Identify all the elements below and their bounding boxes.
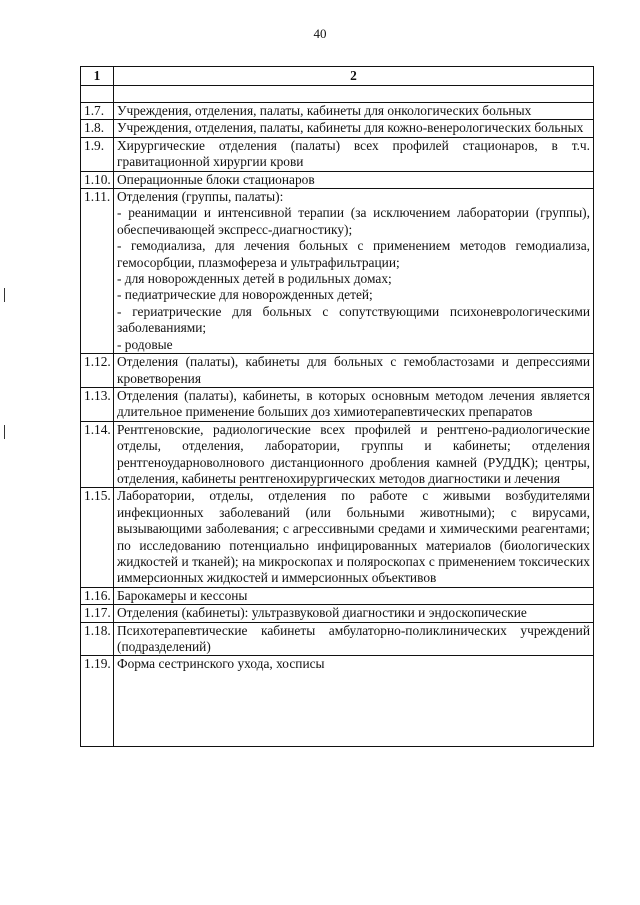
table-row xyxy=(81,656,594,747)
row-description xyxy=(114,387,594,421)
row-number: 1.15. xyxy=(81,488,114,587)
row-description xyxy=(114,605,594,622)
table-row xyxy=(81,137,594,171)
description-line: Отделения (кабинеты): ультразвуковой диагностики и эндоскопические xyxy=(117,605,527,621)
description-line: - родовые xyxy=(117,336,173,352)
row-number: 1.10. xyxy=(81,171,114,188)
description-line: Хирургические отделения (палаты) всех профилей стационаров, в т.ч. гравитационной хирургии крови xyxy=(117,137,590,170)
table-row xyxy=(81,587,594,604)
row-description xyxy=(114,120,594,137)
description-line: Рентгеновские, радиологические всех профилей и рентгено-радиологические отделы, отделения, лаборатории, группы и кабинеты; отделения рентгеноударноволнового дистанционного дробления камней (РУДДК); центры, отделения, кабинеты рентгенохирургических методов диагностики и лечения xyxy=(117,421,590,486)
row-number: 1.16. xyxy=(81,587,114,604)
row-description xyxy=(114,137,594,171)
row-description xyxy=(114,622,594,656)
table-row xyxy=(81,488,594,587)
description-line: Барокамеры и кессоны xyxy=(117,587,248,603)
table-row xyxy=(81,605,594,622)
table-row xyxy=(81,387,594,421)
row-description xyxy=(114,656,594,747)
description-line: Операционные блоки стационаров xyxy=(117,171,315,187)
row-number: 1.8. xyxy=(81,120,114,137)
row-number: 1.11. xyxy=(81,189,114,354)
row-number: 1.17. xyxy=(81,605,114,622)
row-description xyxy=(114,103,594,120)
description-line: - гериатрические для больных с сопутствующими психоневрологическими заболеваниями; xyxy=(117,303,590,336)
row-number: 1.7. xyxy=(81,103,114,120)
description-line: Отделения (палаты), кабинеты для больных с гемобластозами и депрессиями кроветворения xyxy=(117,354,590,386)
row-number: 1.12. xyxy=(81,354,114,388)
header-row xyxy=(81,67,594,86)
row-number: 1.13. xyxy=(81,387,114,421)
row-number: 1.9. xyxy=(81,137,114,171)
page-number: 40 xyxy=(313,26,327,41)
table-row xyxy=(81,189,594,354)
table-row xyxy=(81,622,594,656)
table-row xyxy=(81,120,594,137)
table-row xyxy=(81,103,594,120)
description-line: Учреждения, отделения, палаты, кабинеты для кожно-венерологических больных xyxy=(117,120,584,136)
description-line: Лаборатории, отделы, отделения по работе с живыми возбудителями инфекционных заболеваний (или больными животными); с вирусами, вызывающими заболевания; с агрессивными средами и химическими реагентами; по исследованию потенциально инфицированных материалов (биологических жидкостей и тканей); на микроскопах и поляроскопах с применением токсических иммерсионных жидкостей и иммерсионных объективов xyxy=(117,488,590,586)
document-table xyxy=(80,66,594,747)
row-description xyxy=(114,587,594,604)
row-description xyxy=(114,488,594,587)
description-line: Форма сестринского ухода, хосписы xyxy=(117,656,325,672)
description-line: Отделения (палаты), кабинеты, в которых основным методом лечения является длительное применение больших доз химиотерапевтических препаратов xyxy=(117,387,590,420)
scan-margin-mark-bottom xyxy=(4,425,5,439)
description-line: Психотерапевтические кабинеты амбулаторно-поликлинических учреждений (подразделений) xyxy=(117,622,590,654)
table-row xyxy=(81,421,594,488)
description-line: - реанимации и интенсивной терапии (за исключением лаборатории (группы), обеспечивающей экспресс-диагностику); xyxy=(117,205,590,237)
row-description xyxy=(114,354,594,388)
description-line: - для новорожденных детей в родильных домах; xyxy=(117,271,392,287)
row-number: 1.14. xyxy=(81,421,114,488)
empty-row xyxy=(81,86,594,103)
table-row xyxy=(81,354,594,388)
row-description xyxy=(114,171,594,188)
scan-margin-mark-top xyxy=(4,288,5,302)
table-row xyxy=(81,171,594,188)
row-description xyxy=(114,189,594,354)
description-line: - педиатрические для новорожденных детей; xyxy=(117,287,373,303)
column-description-header: 2 xyxy=(114,67,594,86)
row-description xyxy=(114,421,594,488)
column-number-header: 1 xyxy=(81,67,114,86)
description-line: Отделения (группы, палаты): xyxy=(117,189,284,205)
row-number: 1.19. xyxy=(81,656,114,747)
description-line: Учреждения, отделения, палаты, кабинеты для онкологических больных xyxy=(117,103,532,118)
row-number: 1.18. xyxy=(81,622,114,656)
description-line: - гемодиализа, для лечения больных с применением методов гемодиализа, гемосорбции, плазмофереза и ультрафильтрации; xyxy=(117,238,590,270)
